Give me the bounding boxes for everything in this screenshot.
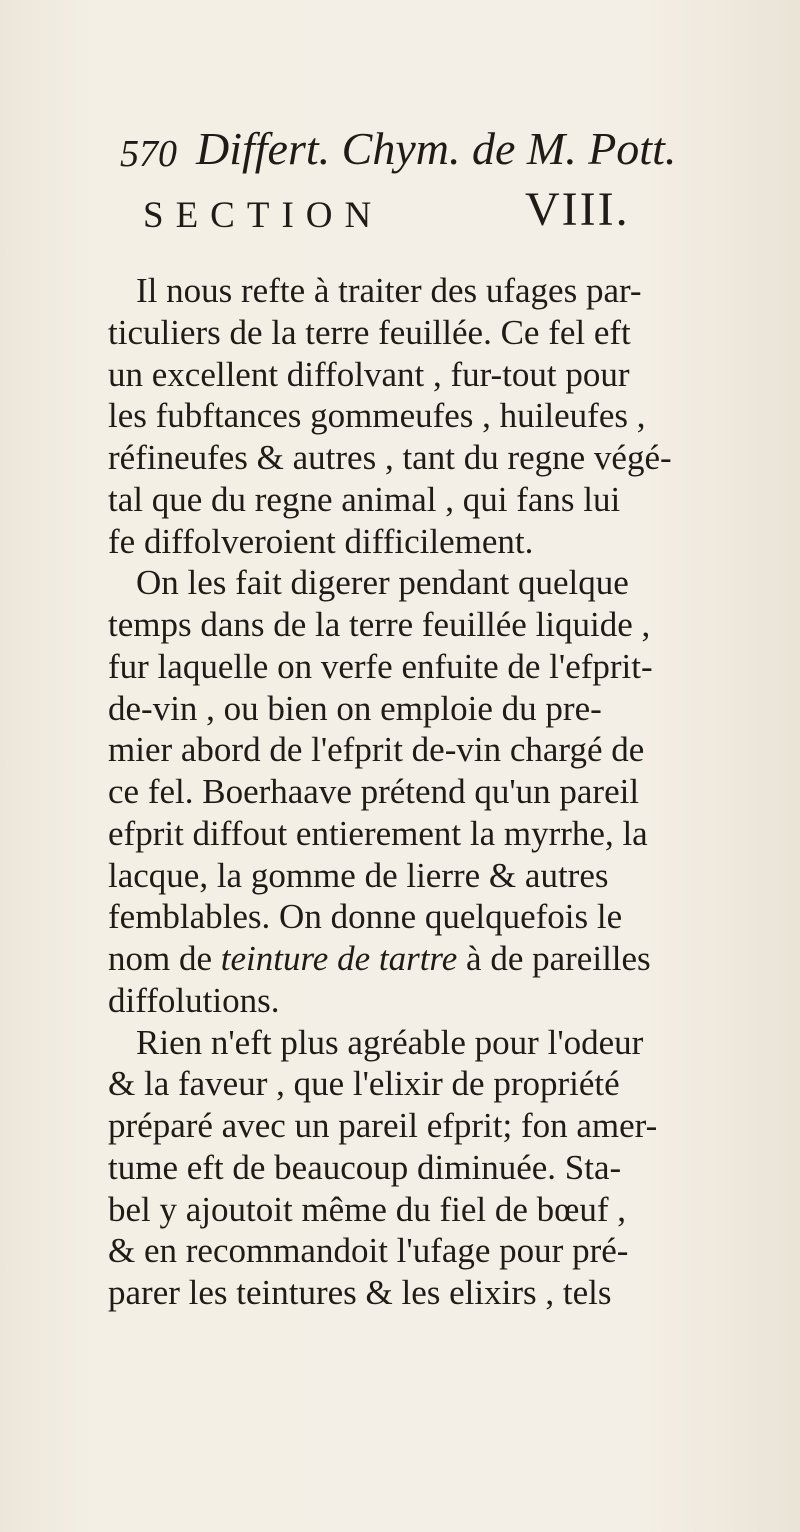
text-line: efprit diffout entierement la myrrhe, la xyxy=(108,813,648,853)
text-line: On les fait digerer pendant quelque xyxy=(136,563,629,603)
text-line: préparé avec un pareil efprit; fon amer- xyxy=(108,1106,658,1145)
section-heading xyxy=(143,182,703,242)
text-line: fur laquelle on verfe enfuite de l'efprit- xyxy=(108,646,653,686)
text-line: nom de teinture de tartre à de pareilles xyxy=(108,939,651,978)
running-title: Differt. Chym. de M. Pott. xyxy=(196,123,677,174)
text-line: tal que du regne animal , qui fans lui xyxy=(108,479,621,519)
page-header xyxy=(120,122,740,182)
text-line: femblables. On donne quelquefois le xyxy=(108,897,623,937)
italic-term: teinture de tartre xyxy=(220,939,458,978)
paragraph-3 xyxy=(108,1022,788,1314)
paragraph-2 xyxy=(108,562,788,1021)
text-line: ce fel. Boerhaave prétend qu'un pareil xyxy=(108,772,640,811)
text-line: Il nous refte à traiter des ufages par- xyxy=(136,271,642,310)
text-line: Rien n'eft plus agréable pour l'odeur xyxy=(136,1022,644,1062)
text-line: & la faveur , que l'elixir de propriété xyxy=(108,1064,620,1104)
text-line: fe diffolveroient difficilement. xyxy=(108,521,534,561)
text-line: temps dans de la terre feuillée liquide , xyxy=(108,605,651,644)
text-line: & en recommandoit l'ufage pour pré- xyxy=(108,1231,629,1271)
section-number: VIII. xyxy=(525,183,630,236)
paragraph-1 xyxy=(108,270,788,562)
text-line: ticuliers de la terre feuillée. Ce fel eft xyxy=(108,312,631,352)
text-line: de-vin , ou bien on emploie du pre- xyxy=(108,688,602,728)
text-line: parer les teintures & les elixirs , tels xyxy=(108,1273,612,1312)
section-word: SECTION xyxy=(143,195,384,236)
text-line: diffolutions. xyxy=(108,980,280,1020)
page-number: 570 xyxy=(120,133,177,175)
text-line: bel y ajoutoit même du fiel de bœuf , xyxy=(108,1189,627,1229)
text-line: tume eft de beaucoup diminuée. Sta- xyxy=(108,1147,622,1187)
text-line: les fubftances gommeufes , huileufes , xyxy=(108,396,646,436)
text-line: un excellent diffolvant , fur-tout pour xyxy=(108,354,630,394)
text-line: mier abord de l'efprit de-vin chargé de xyxy=(108,730,645,770)
text-line: réfineufes & autres , tant du regne végé- xyxy=(108,438,672,477)
body-text xyxy=(108,270,788,1314)
text-line: lacque, la gomme de lierre & autres xyxy=(108,855,609,895)
